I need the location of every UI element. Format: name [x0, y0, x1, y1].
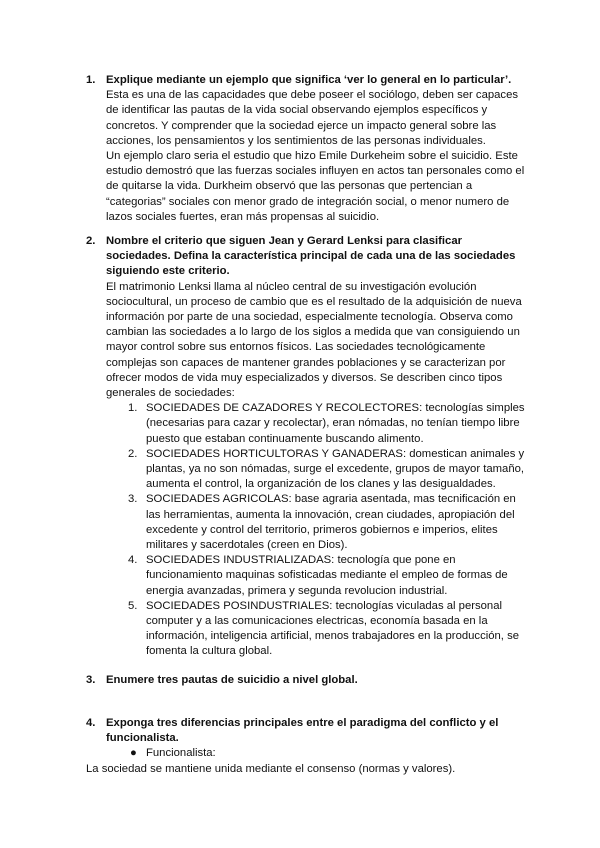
list-item — [128, 401, 526, 447]
question-number: 3. — [86, 674, 96, 686]
question-heading: Exponga tres diferencias principales entre el paradigma del conflicto y el funcionalista. — [106, 717, 499, 745]
list-item-text: SOCIEDADES POSINDUSTRIALES: tecnologías viculadas al personal computer y a las comunicaciones electricas, economía basada en la información, inteligencia artificial, menos trabajadores en la producción, se fomenta la cultura global. — [146, 599, 519, 658]
answer-paragraph: Esta es una de las capacidades que debe poseer el sociólogo, deben ser capaces de identificar las pautas de la vida social observando ejemplos específicos y concretos. Y comprender que la sociedad ejerce un impacto general sobre las acciones, los pensamientos y los sentimientos de las personas individuales. — [106, 89, 518, 147]
question-heading: Explique mediante un ejemplo que significa ‘ver lo general en lo particular’. — [106, 74, 512, 86]
list-number: 2. — [128, 447, 138, 460]
question-number: 2. — [86, 235, 96, 247]
society-types-list — [128, 401, 526, 659]
list-number: 3. — [128, 493, 138, 506]
list-item — [128, 447, 526, 493]
list-number: 5. — [128, 599, 138, 612]
list-item-text: SOCIEDADES HORTICULTORAS Y GANADERAS: domestican animales y plantas, ya no son nómadas, surge el excedente, grupos de mayor tamaño, aumenta el control, la organización de los clanes y las desigualdades. — [146, 447, 525, 491]
bullet-item — [128, 746, 526, 761]
list-item-text: SOCIEDADES AGRICOLAS: base agraria asentada, mas tecnificación en las herramientas, aumenta la innovación, crean ciudades, apropiación del excedente y control del territorio, primeros gobiernos e imperios, elites militares y sacerdotales (creen en Dios). — [146, 493, 516, 552]
answer-body — [106, 88, 526, 225]
list-number: 4. — [128, 554, 138, 567]
answer-paragraph: La sociedad se mantiene unida mediante el consenso (normas y valores). — [86, 762, 456, 775]
question-heading: Nombre el criterio que siguen Jean y Gerard Lenksi para clasificar sociedades. Defina la característica principal de cada una de las sociedades siguiendo este criterio. — [106, 235, 516, 278]
question-2 — [86, 234, 526, 660]
list-item — [128, 492, 526, 553]
bullet-icon: ● — [130, 747, 137, 760]
list-number: 1. — [128, 402, 138, 415]
list-item-text: SOCIEDADES INDUSTRIALIZADAS: tecnología que pone en funcionamiento maquinas sofisticadas mediante el empleo de formas de energia avanzadas, primera y segunda revolucion industrial. — [146, 554, 508, 597]
answer-body — [106, 280, 526, 402]
answer-paragraph: El matrimonio Lenksi llama al núcleo central de su investigación evolución sociocultural, un proceso de cambio que es el resultado de la adquisición de nueva información por parte de una sociedad, especialmente tecnología. Observa como cambian las sociedades a lo largo de los siglos a medida que van consiguiendo un mayor control sobre sus entornos físicos. Las sociedades tecnológicamente complejas son capaces de mantener grandes poblaciones y se caracterizan por ofrecer modos de vida muy especializados y diversos. Se describen cinco tipos generales de sociedades: — [106, 280, 522, 400]
question-1 — [86, 73, 526, 225]
list-item — [128, 553, 526, 599]
question-4 — [86, 716, 526, 777]
question-number: 4. — [86, 717, 96, 729]
question-heading: Enumere tres pautas de suicidio a nivel global. — [106, 674, 358, 686]
list-item — [128, 599, 526, 660]
question-3 — [86, 673, 526, 688]
question-number: 1. — [86, 74, 96, 86]
list-item-text: SOCIEDADES DE CAZADORES Y RECOLECTORES: tecnologías simples (necesarias para cazar y recolectar), eran nómadas, no tenían tiempo libre puesto que estaban continuamente buscando alimento. — [146, 402, 525, 445]
answer-paragraph: Un ejemplo claro seria el estudio que hizo Emile Durkeheim sobre el suicidio. Este estudio demostró que las fuerzas sociales influyen en actos tan personales como el de quitarse la vida. Durkheim observó que las personas que pertencian a “categorias” sociales con menor grado de integración social, o menor numero de lazos sociales fuertes, eran más propensas al suicidio. — [106, 150, 525, 223]
bullet-label: Funcionalista: — [146, 747, 216, 760]
